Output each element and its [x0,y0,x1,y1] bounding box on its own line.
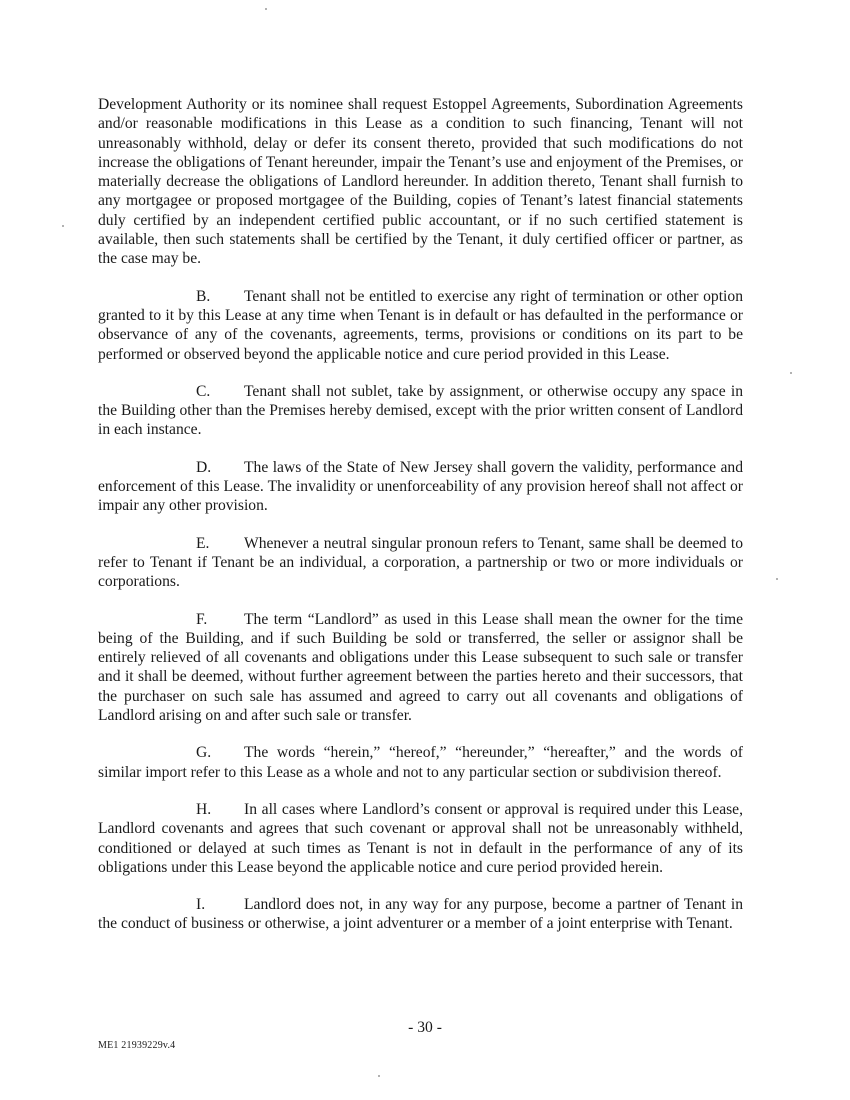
scan-speck [378,1075,380,1077]
section-letter: G. [196,744,212,762]
section-text: Tenant shall not be entitled to exercise any right of termination or other option granted to it by this Lease at any time when Tenant is in default or has defaulted in the performance or observance of any of the covenants, agreements, terms, provisions or conditions on its part to be performed or observed beyond the applicable notice and cure period provided in this Lease. [98,287,743,363]
section-letter: I. [196,896,206,914]
section-text: Whenever a neutral singular pronoun refers to Tenant, same shall be deemed to refer to Tenant if Tenant be an individual, a corporation, a partnership or two or more individuals or corporations. [98,534,743,591]
scan-speck [265,8,267,10]
opening-paragraph: Development Authority or its nominee shall request Estoppel Agreements, Subordination Agreements and/or reasonable modifications in this Lease as a condition to such financing, Tenant will not unreasonably withhold, delay or defer its consent thereto, provided that such modifications do not increase the obligations of Tenant hereunder, impair the Tenant’s use and enjoyment of the Premises, or materially decrease the obligations of Landlord hereunder. In addition thereto, Tenant shall furnish to any mortgagee or proposed mortgagee of the Building, copies of Tenant’s latest financial statements duly certified by an independent certified public accountant, or if no such certified statement is available, then such statements shall be certified by the Tenant, it duly certified officer or partner, as the case may be. [98,96,743,268]
section-text: The words “herein,” “hereof,” “hereunder,” “hereafter,” and the words of similar import refer to this Lease as a whole and not to any particular section or subdivision thereof. [98,744,743,781]
section-letter: D. [196,458,212,476]
scan-speck [790,372,792,374]
page-number: - 30 - [408,1019,442,1036]
section-text: The laws of the State of New Jersey shall govern the validity, performance and enforcement of this Lease. The invalidity or unenforceability of any provision hereof shall not affect or impair any other provision. [98,458,743,515]
section-f [98,610,743,726]
section-c [98,382,743,440]
section-text: The term “Landlord” as used in this Lease shall mean the owner for the time being of the Building, and if such Building be sold or transferred, the seller or assignor shall be entirely relieved of all covenants and obligations under this Lease subsequent to such sale or transfer and it shall be deemed, without further agreement between the parties hereto and their successors, that the purchaser on such sale has assumed and agreed to carry out all covenants and obligations of Landlord arising on and after such sale or transfer. [98,610,743,725]
section-text: Landlord does not, in any way for any purpose, become a partner of Tenant in the conduct of business or otherwise, a joint adventurer or a member of a joint enterprise with Tenant. [98,896,743,933]
section-letter: H. [196,800,212,818]
section-d [98,458,743,516]
section-letter: F. [196,610,208,628]
lease-body [98,95,743,934]
scan-speck [776,578,778,580]
section-i [98,895,743,934]
scan-speck [62,225,64,227]
section-text: Tenant shall not sublet, take by assignment, or otherwise occupy any space in the Building other than the Premises hereby demised, except with the prior written consent of Landlord in each instance. [98,382,743,439]
section-letter: B. [196,287,211,305]
document-id: ME1 21939229v.4 [98,1040,176,1051]
section-b [98,287,743,364]
section-letter: E. [196,534,210,552]
section-text: In all cases where Landlord’s consent or approval is required under this Lease, Landlord covenants and agrees that such covenant or approval shall not be unreasonably withheld, conditioned or delayed at such times as Tenant is not in default in the performance of any of its obligations under this Lease beyond the applicable notice and cure period provided herein. [98,800,743,876]
section-e [98,534,743,592]
section-letter: C. [196,382,211,400]
section-g [98,743,743,782]
section-h [98,800,743,877]
